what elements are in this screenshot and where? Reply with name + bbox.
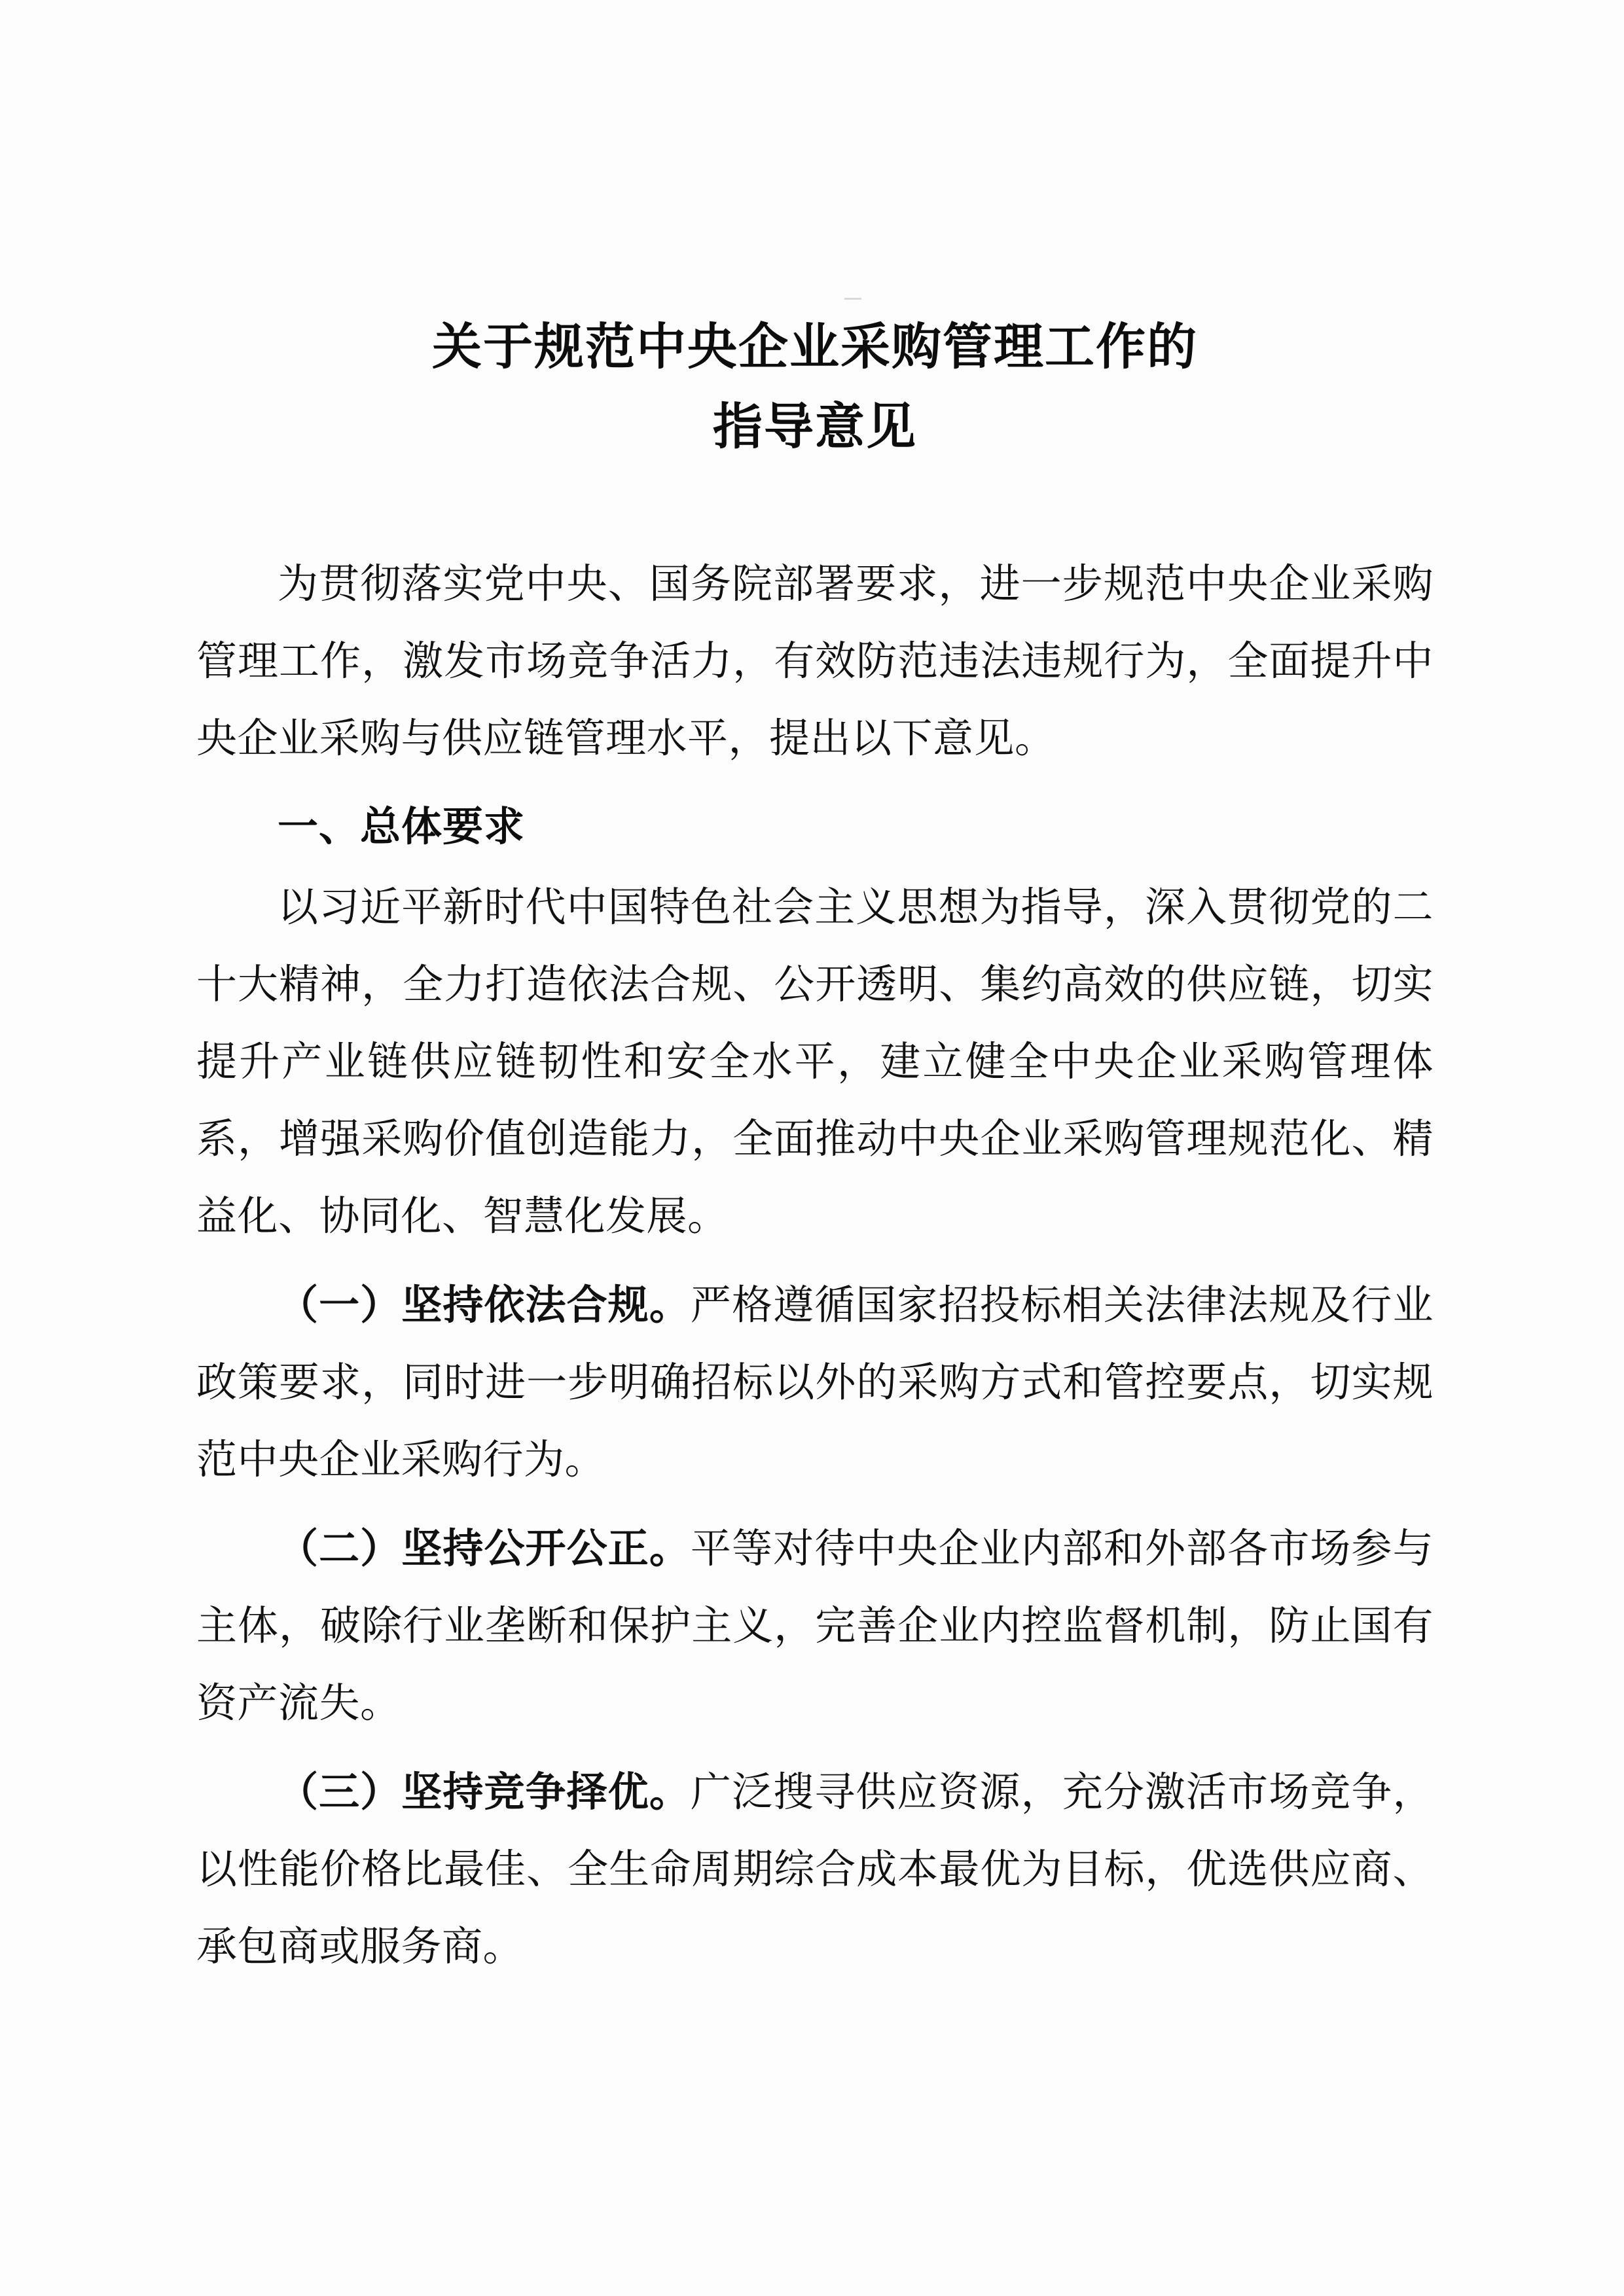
paragraph-intro: 为贯彻落实党中央、国务院部署要求，进一步规范中央企业采购管理工作，激发市场竞争活力，有效防范违法违规行为，全面提升中央企业采购与供应链管理水平，提出以下意见。 — [196, 562, 1434, 761]
paragraph-item-2 — [196, 1511, 1434, 1742]
page-title-line-1: 关于规范中央企业采购管理工作的 — [432, 319, 1198, 375]
paragraph-item-1 — [196, 1267, 1434, 1499]
paragraph-item-3-text: 广泛搜寻供应资源，充分激活市场竞争，以性能价格比最佳、全生命周期综合成本最优为目标，优选供应商、承包商或服务商。 — [196, 1770, 1434, 1969]
paragraph-overall-requirements: 以习近平新时代中国特色社会主义思想为指导，深入贯彻党的二十大精神，全力打造依法合规、公开透明、集约高效的供应链，切实提升产业链供应链韧性和安全水平，建立健全中央企业采购管理体系，增强采购价值创造能力，全面推动中央企业采购管理规范化、精益化、协同化、智慧化发展。 — [196, 886, 1434, 1239]
section-heading-1: 一、总体要求 — [278, 804, 526, 850]
paragraph-item-1-text: 严格遵循国家招投标相关法律法规及行业政策要求，同时进一步明确招标以外的采购方式和管控要点，切实规范中央企业采购行为。 — [196, 1283, 1434, 1482]
scan-artifact — [844, 298, 861, 300]
paragraph-item-1-lead: （一）坚持依法合规。 — [278, 1283, 691, 1328]
paragraph-item-2-lead: （二）坚持公开公正。 — [278, 1526, 691, 1571]
page-title — [196, 308, 1434, 467]
paragraph-item-3-lead: （三）坚持竞争择优。 — [278, 1770, 691, 1815]
document-content — [196, 308, 1434, 1998]
paragraph-item-3 — [196, 1754, 1434, 1986]
page-title-line-2: 指导意见 — [713, 399, 917, 455]
paragraph-item-2-text: 平等对待中央企业内部和外部各市场参与主体，破除行业垄断和保护主义，完善企业内控监督机制，防止国有资产流失。 — [196, 1527, 1434, 1726]
document-body — [196, 546, 1434, 1986]
